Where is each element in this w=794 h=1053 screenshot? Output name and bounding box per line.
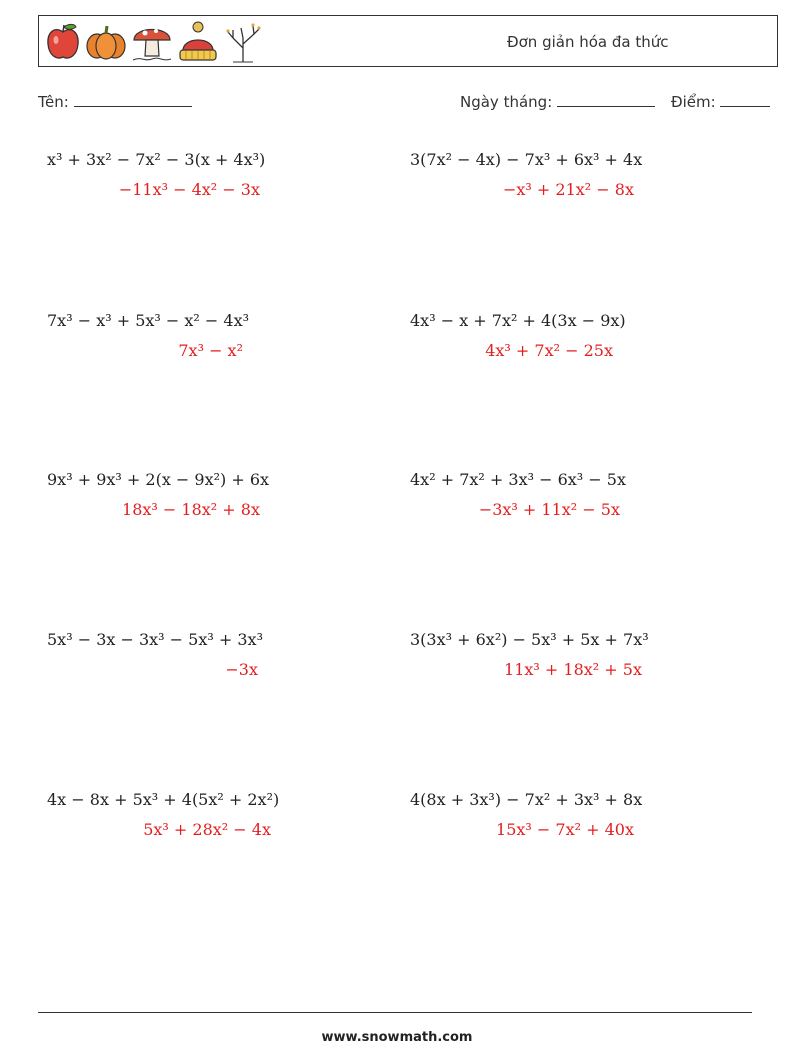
answer-1: −11x³ − 4x² − 3x [118, 180, 260, 199]
answer-9: 5x³ + 28x² − 4x [143, 820, 271, 839]
problem-2: 3(7x² − 4x) − 7x³ + 6x³ + 4x [410, 150, 643, 169]
bare-tree-icon [223, 20, 263, 64]
problem-6: 4x² + 7x² + 3x³ − 6x³ − 5x [410, 470, 626, 489]
pumpkin-icon [85, 22, 127, 62]
answer-4: 4x³ + 7x² − 25x [485, 341, 613, 360]
date-field [460, 92, 655, 111]
problem-8: 3(3x³ + 6x²) − 5x³ + 5x + 7x³ [410, 630, 649, 649]
answer-7: −3x [225, 660, 258, 679]
apple-icon [45, 22, 81, 62]
answer-6: −3x³ + 11x² − 5x [478, 500, 620, 519]
problem-5: 9x³ + 9x³ + 2(x − 9x²) + 6x [47, 470, 270, 489]
footer-site-link[interactable]: www.snowmath.com [321, 1030, 473, 1045]
winter-hat-icon [177, 20, 219, 64]
worksheet-title: Đơn giản hóa đa thức [507, 33, 669, 51]
date-blank[interactable] [557, 92, 655, 107]
score-blank[interactable] [720, 92, 770, 107]
date-label: Ngày tháng: [460, 93, 553, 111]
answer-10: 15x³ − 7x² + 40x [496, 820, 634, 839]
header-icons [45, 19, 263, 65]
problem-10: 4(8x + 3x³) − 7x² + 3x³ + 8x [410, 790, 643, 809]
mushroom-icon [131, 20, 173, 64]
footer-divider [38, 1012, 752, 1013]
answer-5: 18x³ − 18x² + 8x [122, 500, 260, 519]
answer-3: 7x³ − x² [178, 341, 243, 360]
name-field [38, 92, 192, 111]
score-label: Điểm: [671, 93, 716, 111]
problem-9: 4x − 8x + 5x³ + 4(5x² + 2x²) [47, 790, 280, 809]
problem-4: 4x³ − x + 7x² + 4(3x − 9x) [410, 311, 626, 330]
worksheet-header [38, 15, 778, 67]
score-field [671, 92, 770, 111]
answer-8: 11x³ + 18x² + 5x [504, 660, 642, 679]
problem-7: 5x³ − 3x − 3x³ − 5x³ + 3x³ [47, 630, 263, 649]
name-label: Tên: [38, 93, 69, 111]
name-blank[interactable] [74, 92, 192, 107]
problem-1: x³ + 3x² − 7x² − 3(x + 4x³) [47, 150, 266, 169]
answer-2: −x³ + 21x² − 8x [503, 180, 634, 199]
problem-3: 7x³ − x³ + 5x³ − x² − 4x³ [47, 311, 250, 330]
